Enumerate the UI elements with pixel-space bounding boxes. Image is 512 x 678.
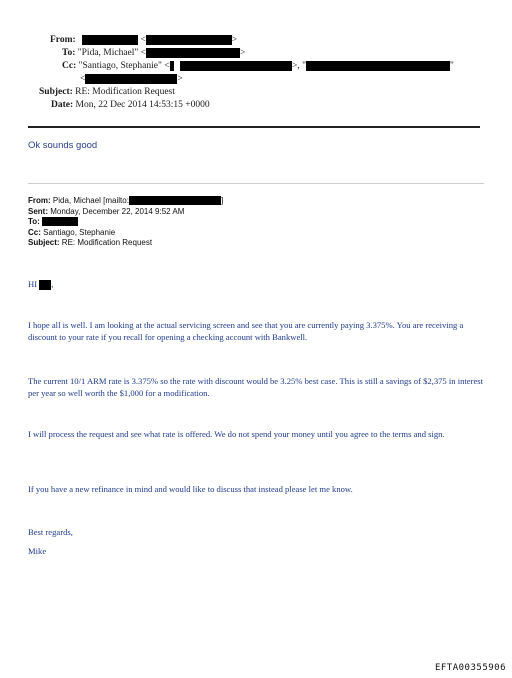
header-subject-label: Subject: [39, 87, 73, 97]
redaction-block [306, 61, 450, 71]
header-cc-row-2 [80, 73, 183, 86]
fwd-sent-label: Sent: [28, 206, 48, 216]
fwd-to-label: To: [28, 217, 40, 226]
header-from-label: From: [50, 35, 76, 45]
header-cc-line2-tail: > [177, 74, 183, 84]
header-cc-end: " [450, 61, 454, 71]
fwd-sent-value: Monday, December 22, 2014 9:52 AM [50, 206, 185, 216]
redaction-block [82, 35, 138, 45]
fwd-from-label: From: [28, 196, 51, 205]
email-header [0, 0, 512, 120]
body-paragraph-3: I will process the request and see what rate is offered. We do not spend your money until you agree to the terms and sign. [28, 429, 445, 439]
reply-text: Ok sounds good [28, 140, 98, 151]
fwd-cc-row [28, 228, 223, 239]
header-to-value: "Pida, Michael" < [77, 48, 147, 58]
fwd-sent-row [28, 207, 223, 218]
body-paragraph-1: I hope all is well. I am looking at the actual servicing screen and see that you are currently paying 3.375%. You are receiving a discount to your rate if you recall for opening a checking account with Bankwell. [28, 320, 464, 342]
header-to-label: To: [62, 48, 76, 58]
fwd-subject-row [28, 238, 223, 249]
redaction-block [42, 217, 78, 226]
redaction-block [180, 61, 292, 71]
body-closing: Best regards, [28, 527, 73, 537]
header-to-row [62, 47, 245, 60]
fwd-cc-label: Cc: [28, 227, 41, 237]
fwd-cc-value: Santiago, Stephanie [43, 227, 116, 237]
body-signature: Mike [28, 546, 47, 556]
fwd-from-row [28, 196, 223, 207]
redaction-block [85, 74, 177, 84]
header-cc-redactions [180, 60, 454, 73]
body-paragraph-2: The current 10/1 ARM rate is 3.375% so the rate with discount would be 3.25% best case. This is still a savings of $2,375 in interest per year so well worth the $1,000 for a modification. [28, 376, 483, 398]
redaction-block [146, 35, 232, 45]
greeting-text: HI [28, 279, 38, 289]
header-date-value: Mon, 22 Dec 2014 14:53:15 +0000 [75, 100, 210, 110]
redaction-block [39, 279, 54, 290]
header-to-tail: > [240, 48, 246, 58]
header-cc-mid: >, " [292, 61, 306, 71]
header-date-label: Date: [51, 100, 74, 110]
forwarded-header [28, 196, 223, 249]
greeting-tail: , [51, 279, 54, 289]
header-divider [28, 126, 480, 128]
body-paragraph-4: If you have a new refinance in mind and would like to discuss that instead please let me know. [28, 484, 353, 494]
redaction-block [170, 61, 174, 71]
fwd-to-row [28, 217, 223, 228]
header-subject-row [39, 86, 175, 99]
redaction-block [146, 48, 240, 58]
fwd-subject-value: RE: Modification Request [61, 238, 153, 247]
header-from-close: > [231, 35, 238, 45]
header-cc-line2-open: < [80, 74, 86, 84]
redaction-block [129, 196, 224, 205]
header-date-row [51, 99, 210, 112]
body-greeting [28, 279, 488, 291]
document-id-stamp: EFTA00355906 [434, 663, 506, 673]
header-subject-value: RE: Modification Request [75, 87, 175, 97]
header-cc-value: "Santiago, Stephanie" < [78, 61, 170, 71]
header-from-open: < [140, 35, 146, 45]
header-cc-label: Cc: [62, 61, 77, 71]
header-cc-row [62, 60, 174, 73]
header-from-row [50, 34, 237, 47]
fwd-from-value: Pida, Michael [mailto: [52, 196, 129, 205]
fwd-from-close: ] [220, 196, 224, 205]
fwd-subject-label: Subject: [28, 238, 60, 247]
forward-divider [28, 183, 484, 184]
